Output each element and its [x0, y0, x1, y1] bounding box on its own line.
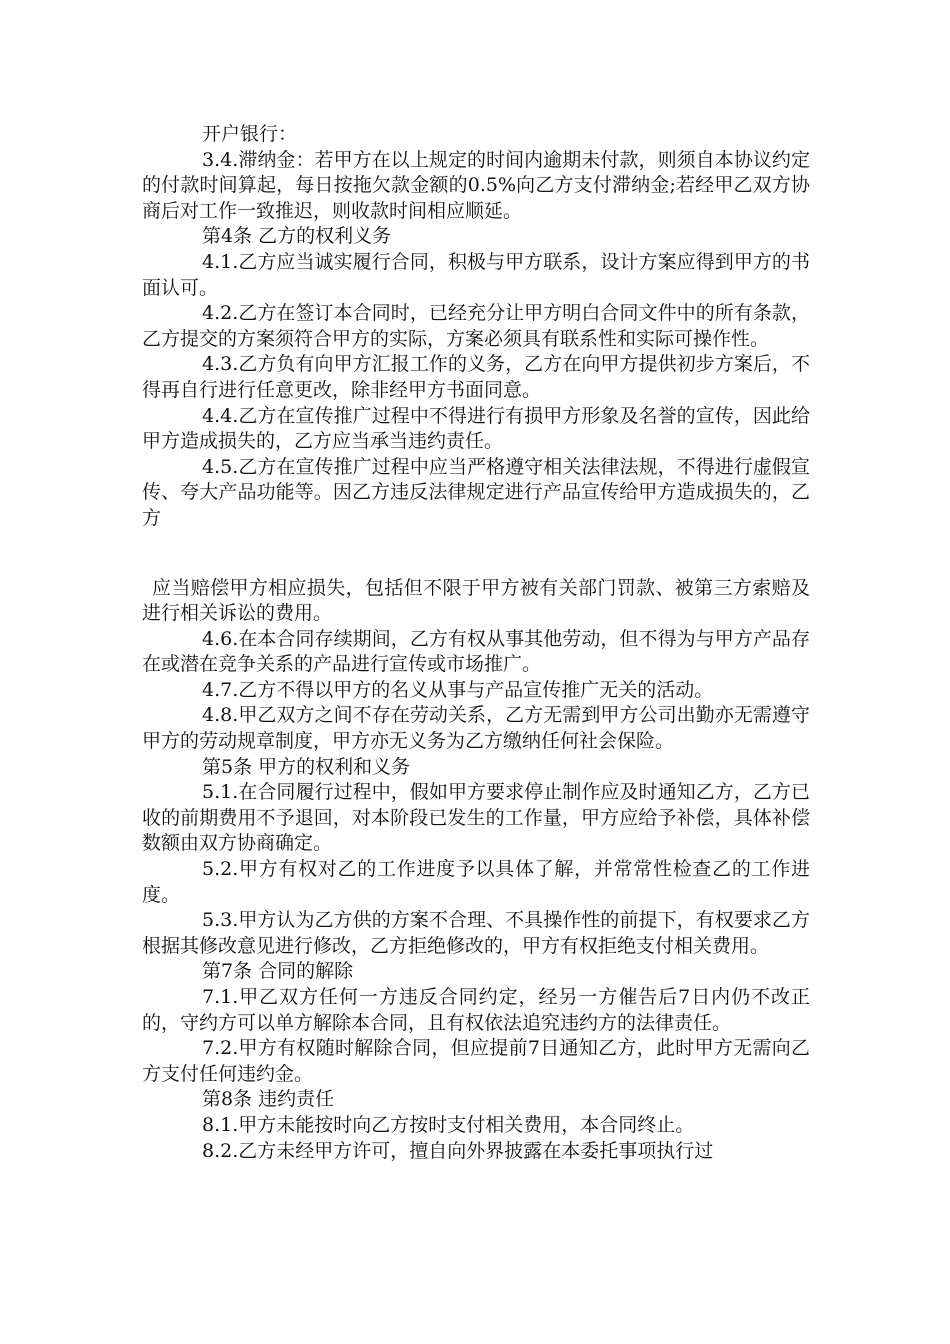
paragraph-4-5-continued: 应当赔偿甲方相应损失，包括但不限于甲方被有关部门罚款、被第三方索赔及进行相关诉讼的费用。 — [142, 576, 810, 625]
paragraph-5-3: 5.3.甲方认为乙方供的方案不合理、不具操作性的前提下，有权要求乙方根据其修改意见进行修改，乙方拒绝修改的，甲方有权拒绝支付相关费用。 — [142, 909, 810, 957]
paragraph-5-1: 5.1.在合同履行过程中，假如甲方要求停止制作应及时通知乙方，乙方已收的前期费用不予退回，对本阶段已发生的工作量，甲方应给予补偿，具体补偿数额由双方协商确定。 — [142, 781, 810, 855]
paragraph-4-2: 4.2.乙方在签订本合同时，已经充分让甲方明白合同文件中的所有条款，乙方提交的方案须符合甲方的实际，方案必须具有联系性和实际可操作性。 — [142, 302, 810, 350]
paragraph-4-5: 4.5.乙方在宣传推广过程中应当严格遵守相关法律法规，不得进行虚假宣传、夸大产品功能等。因乙方违反法律规定进行产品宣传给甲方造成损失的，乙方 — [142, 455, 810, 529]
paragraph-4-6: 4.6.在本合同存续期间，乙方有权从事其他劳动，但不得为与甲方产品存在或潜在竞争关系的产品进行宣传或市场推广。 — [142, 627, 810, 676]
paragraph-8-2: 8.2.乙方未经甲方许可，擅自向外界披露在本委托事项执行过 — [202, 1139, 714, 1162]
article-5-heading: 第5条 甲方的权利和义务 — [202, 755, 411, 778]
paragraph-4-3: 4.3.乙方负有向甲方汇报工作的义务，乙方在向甲方提供初步方案后，不得再自行进行任意更改，除非经甲方书面同意。 — [142, 353, 810, 401]
paragraph-4-4: 4.4.乙方在宣传推广过程中不得进行有损甲方形象及名誉的宣传，因此给甲方造成损失的，乙方应当承当违约责任。 — [142, 404, 810, 453]
paragraph-4-1: 4.1.乙方应当诚实履行合同，积极与甲方联系，设计方案应得到甲方的书面认可。 — [142, 250, 810, 299]
paragraph-4-8: 4.8.甲乙双方之间不存在劳动关系，乙方无需到甲方公司出勤亦无需遵守甲方的劳动规章制度，甲方亦无义务为乙方缴纳任何社会保险。 — [142, 704, 810, 753]
article-4-heading: 第4条 乙方的权利义务 — [202, 225, 392, 248]
article-8-heading: 第8条 违约责任 — [202, 1088, 335, 1111]
document-page — [142, 122, 810, 1164]
paragraph-4-7: 4.7.乙方不得以甲方的名义从事与产品宣传推广无关的活动。 — [202, 678, 714, 701]
paragraph-3-4: 3.4.滞纳金：若甲方在以上规定的时间内逾期未付款，则须自本协议约定的付款时间算起，每日按拖欠款金额的0.5%向乙方支付滞纳金;若经甲乙双方协商后对工作一致推迟，则收款时间相应顺延。 — [142, 148, 810, 222]
paragraph-7-1: 7.1.甲乙双方任何一方违反合同约定，经另一方催告后7日内仍不改正的，守约方可以单方解除本合同，且有权依法追究违约方的法律责任。 — [142, 986, 810, 1034]
paragraph-bank: 开户银行： — [202, 123, 298, 145]
page-break-gap — [142, 532, 810, 576]
paragraph-7-2: 7.2.甲方有权随时解除合同，但应提前7日通知乙方，此时甲方无需向乙方支付任何违约金。 — [142, 1037, 810, 1085]
article-7-heading: 第7条 合同的解除 — [202, 960, 354, 983]
paragraph-8-1: 8.1.甲方未能按时向乙方按时支付相关费用，本合同终止。 — [202, 1113, 695, 1136]
paragraph-5-2: 5.2.甲方有权对乙的工作进度予以具体了解，并常常性检查乙的工作进度。 — [142, 858, 810, 906]
